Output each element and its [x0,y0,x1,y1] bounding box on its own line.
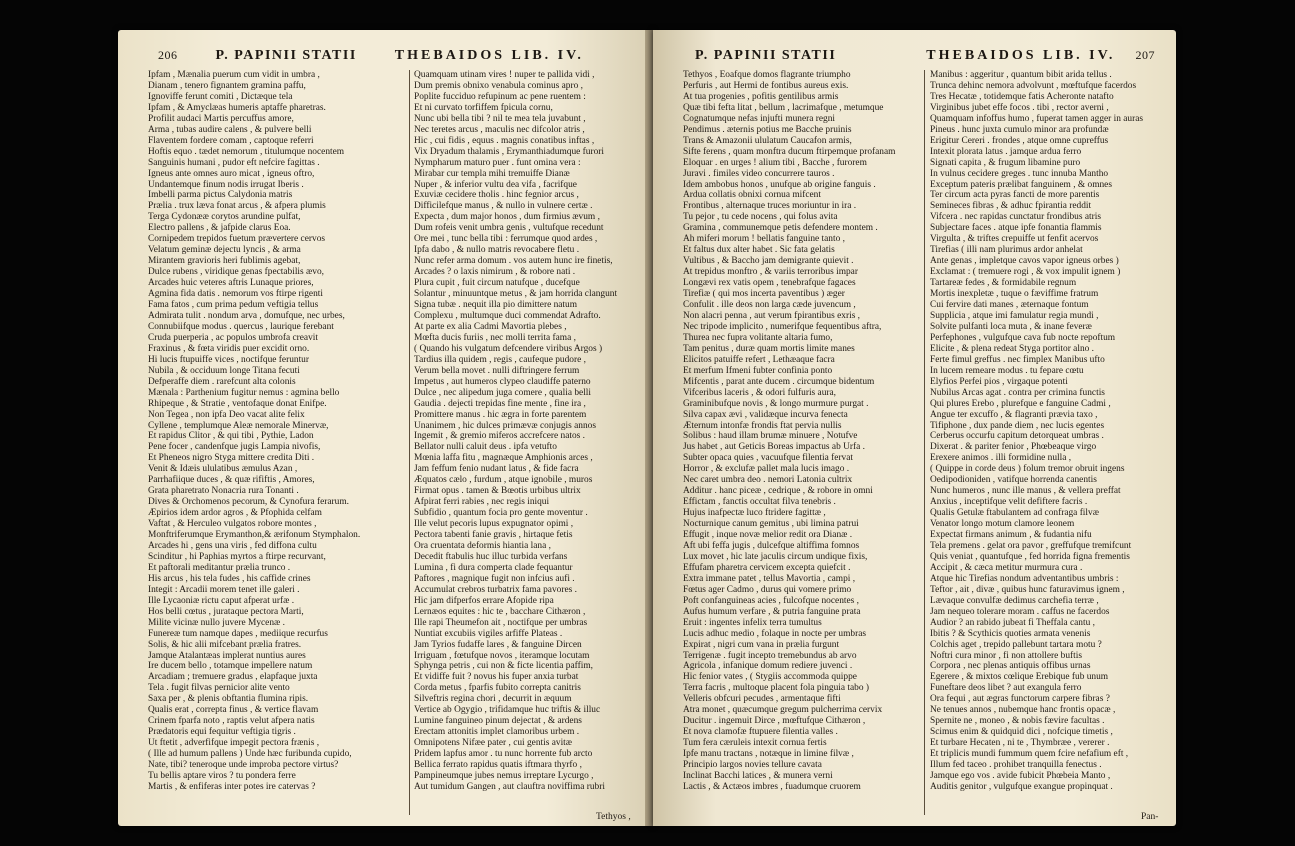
text-line: Decedit ftabulis huc illuc turbida verfans [414,551,568,562]
catchword: Tethyos , [596,812,631,822]
text-line: Signati capita , & frugum libamine puro [930,157,1081,168]
text-line: Ut ftetit , adverfifque impegit pectora frænis , [148,738,320,749]
column-rule [409,70,410,815]
text-line: Ille velut pecoris lupus expugnator opimi , [414,519,574,530]
text-line: Anxius , inceptifque velit defiftere facris . [930,497,1088,508]
text-line: Pridem lapfus amor . tu nunc horrente fub arcto [414,749,593,760]
text-line: Ardua collatis obnixi cornua mifcent [683,190,821,201]
text-line: Aft ubi feffa jugis , dulcefque altiffima fomnos [683,540,860,551]
text-line: Ille rapi Theumefon ait , noctifque per umbras [414,617,588,628]
text-line: Ipfam , Mænalia puerum cum vidit in umbra , [148,70,320,80]
text-line: Ah miferi morum ! bellatis fanguine tanto , [683,234,845,245]
text-line: Et rapidus Clitor , & qui tibi , Pythie, Ladon [148,431,314,442]
running-title: P. PAPINII STATII [695,48,837,63]
text-line: Lernæos equites : hic te , bacchare Cithæron , [414,606,586,617]
text-line: Ter circum acta pyras fancti de more parentis [930,190,1100,201]
text-line: Atque hic Tirefias nondum adventantibus umbris : [930,573,1119,584]
text-line: Solvite pulfanti loca muta , & inane feveræ [930,321,1092,332]
text-line: Mænala : Parthenium fugitur nemus : agmina bello [148,387,340,398]
text-line: Agricola , infanique domum rediere juvenci . [683,661,853,672]
text-line: Additur . hanc piceæ , cedrique , & robore in omni [683,486,873,497]
text-line: Erigitur Cereri . frondes , atque omne cupreffus [930,135,1109,146]
text-line: Sphynga petris , cui non & ficte licentia paffim, [414,661,593,672]
text-line: Vaftat , & Herculeo vulgatos robore montes , [148,519,317,530]
text-line: Bellica ferrato rapidus quatis iftmara thyrfo , [414,760,582,771]
text-line: Prælia . trux læva fonat arcus , & afpera plumis [148,201,326,212]
text-line: Ingemit , & gremio miferos accrefcere natos . [414,431,586,442]
text-line: Ora cruentata deformis hiantia lana , [414,540,551,551]
text-line: Jamque Atalantæas implerat nuntius aures [148,650,306,661]
text-line: Corpora , nec plenas antiquis offibus urnas [930,661,1091,672]
text-line: Jam nequeo tolerare moram . caffus ne facerdos [930,606,1110,617]
text-line: Trunca dehinc nemora advolvunt , mœftufque facerdos [930,80,1137,91]
text-line: Tu bellis aptare viros ? tu pondera ferre [148,771,296,781]
text-line: Tres Hecatæ , totidemque fatis Acheronte natafto [930,91,1114,102]
text-line: Mœfta ducis furiis , nec molli territa fama , [414,332,576,343]
text-line: Graminibufque novis , & longo murmure purgat . [683,398,869,409]
text-line: Extra immane patet , tellus Mavortia , campi , [683,573,856,584]
text-line: Sanguinis humani , pudor eft nefcire fagittas . [148,157,320,168]
text-line: Ferte fimul greffus . nec fimplex Manibus ufto [930,354,1105,365]
text-line: Tirefias ( illi nam plurimus ardor anhelat [930,245,1083,256]
text-line: Pampineumque jubes nemus irreptare Lycurgo , [414,771,594,781]
text-line: Mœnia laffa fitu , magnæque Amphionis arces , [414,453,593,464]
text-line: Lucis adhuc medio , folaque in nocte per umbras [683,628,867,639]
text-line: Ille Lycaoniæ rictu caput afperat urfæ . [148,595,295,606]
text-line: Paftores , magnique fugit non infcius aufi . [414,573,575,584]
text-line: Aufus humum verfare , & putria fanguine prata [683,606,861,617]
text-line: Non alacri penna , aut verum fpirantibus exris , [683,310,861,321]
text-line: Nec tripode implicito , numerifque fequentibus aftra, [683,321,882,332]
right-page-header [695,48,1165,68]
text-line: Eloquar . en urges ! alium tibi , Bacche , furorem [683,157,867,168]
text-line: Exclamat : ( tremuere rogi , & vox impulit ignem ) [930,267,1121,278]
text-line: Arcadiam ; tremuere gradus , elapfaque juxta [148,672,318,683]
text-line: Vultibus , & Baccho jam demigrante quievit . [683,256,854,267]
text-line: Saxa per , & plenis obftantia flumina ripis. [148,694,309,705]
text-line: Spernite ne , moneo , & nobis fævire facultas . [930,716,1105,727]
text-line: Semineces fibras , & adhuc fpirantia reddit [930,201,1092,212]
text-line: Dum rofeis venit umbra genis , vultufque recedunt [414,223,604,234]
left-page-header [158,48,628,68]
text-line: Dixerat . & pariter fenior , Phœbeaque virgo [930,442,1097,453]
text-line: Quamquam utinam vires ! nuper te pallida vidi , [414,70,595,80]
text-line: Flaventem fordere comam , captoque referri [148,135,314,146]
text-line: Arcades hi , gens una viris , fed diffona cultu [148,540,317,551]
text-line: Hic , cui fidis , equus . magnis conatibus inftas , [414,135,595,146]
text-line: Nunc ubi bella tibi ? nil te mea tela juvabunt , [414,113,586,124]
text-line: Terrigenæ . fugit incepto tremebundus ab arvo [683,650,857,661]
text-line: Cognatumque nefas injufti munera regni [683,113,836,124]
text-line: Arcades huic veteres aftris Lunaque priores, [148,278,314,289]
text-line: Poplite fucciduo refupinum ac pene ruentem : [414,91,586,102]
text-line: Elicite , & plena redeat Styga portitor alno . [930,343,1095,354]
text-line: Æquatos cælo , furdum , atque ignobile , muros [414,475,593,486]
text-line: Terga Cydonææ corytos arundine pulfat, [148,212,301,223]
text-line: Frontibus , alternaque truces moriuntur in ira . [683,201,857,212]
text-line: Horror , & exclufæ pallet mala lucis imago . [683,464,850,475]
text-line: Difficilefque manus , & nullo in vulnere certæ . [414,201,593,212]
text-line: Imbelli parma pictus Calydonia matris [148,190,293,201]
left-page [118,30,653,826]
text-line: Tartareæ fedes , & formidabile regnum [930,278,1077,289]
text-line: Solis, & hic alii mifcebant prælia fratres. [148,639,302,650]
text-line: Ora fequi , aut ægras functorum carpere fibras ? [930,694,1110,705]
text-line: Fraxinus , & fœta viridis puer excidit orno. [148,343,310,354]
text-line: Effufam pharetra cervicem excepta quiefcit . [683,562,851,573]
text-line: Dulce rubens , viridique genas fpectabilis ævo, [148,267,324,278]
text-line: Et vidiffe fuit ? novus his fuper anxia turbat [414,672,579,683]
text-line: Tu pejor , tu cede nocens , qui folus avita [683,212,838,223]
text-line: Rhipeque , & Stratie , ventofaque donat Enifpe. [148,398,327,409]
text-line: Nunc humeros , nunc ille manus , & vellera preffat [930,486,1121,497]
text-line: Nuper , & inferior vultu dea vifa , facrifque [414,179,577,190]
text-line: Silva capax ævi , validæque incurva fenecta [683,409,848,420]
text-line: Expecta , dum major honos , dum firmius ævum , [414,212,600,223]
text-line: Funereæ tum namque dapes , mediique recurfus [148,628,328,639]
text-line: Nympharum maturo puer . funt omina vera : [414,157,581,168]
text-line: Manibus : aggeritur , quantum bibit arida tellus . [930,70,1112,80]
text-line: Martis , & enfiferas inter potes ire catervas ? [148,781,316,792]
text-line: Tam penitus , duræ quam mortis limite manes [683,343,855,354]
text-line: Arma , tubas audire calens , & pulvere belli [148,124,312,135]
text-line: Admirata tulit . nondum arva , domufque, nec urbes, [148,310,345,321]
book-title: THEBAIDOS LIB. IV. [394,48,584,63]
text-line: Non Tegea , non ipfa Deo vacat alite felix [148,409,305,420]
text-line: Vix Dryadum thalamis , Erymanthiadumque furori [414,146,605,157]
text-line: Ne tenues annos , nubemque hanc frontis opacæ , [930,705,1116,716]
text-line: Trans & Amazonii ululatum Caucafon armis, [683,135,852,146]
text-line: Tum fera cæruleis intexit cornua fertis [683,738,827,749]
text-line: Lævaque convulfæ dedimus carchefia terræ , [930,595,1099,606]
text-line: Confulit . ille deos non larga cæde juvencum , [683,300,856,311]
text-line: Sifte ferens , quam monftra ducum ftirpemque profanam [683,146,896,157]
text-line: Nunc refer arma domum . vos autem hunc ire finetis, [414,256,613,267]
text-line: Dulce , nec alipedum juga comere , qualia belli [414,387,592,398]
text-line: Eruit : ingentes infelix terra tumultus [683,617,822,628]
text-line: Gramina , communemque petis defendere montem . [683,223,878,234]
text-line: Cornipedem trepidos fuetum prævertere cervos [148,234,326,245]
text-line: At parte ex alia Cadmi Mavortia plebes , [414,321,567,332]
text-line: Virginibus jubet effe focos . tibi , rector averni , [930,102,1109,113]
text-line: Hoftis equo . tædet nemorum , titulumque nocentem [148,146,345,157]
page-number: 207 [1135,48,1155,62]
text-line: Jus habet , aut Geticis Boreas impactus ab Urfa . [683,442,865,453]
text-line: Integit : Arcadii morem tenet ille galeri . [148,584,300,595]
text-line: ( Quippe in corde deus ) folum tremor obruit ingens [930,464,1125,475]
text-line: Perfuris , aut Hermi de fontibus aureus exis. [683,80,849,91]
text-line: Monftriferumque Erymanthon,& ærifonum Stymphalon. [148,530,361,541]
text-line: Solantur , minuuntque metus , & jam horrida clangunt [414,289,618,300]
text-line: Erectam attonitis implet clamoribus urbem . [414,727,580,738]
text-line: Fama fatos , cum prima pedum veftigia tellus [148,300,319,311]
text-line: Et paftorali meditantur prælia trunco . [148,562,291,573]
text-line: ( Quando his vulgatum defcendere viribus Argos ) [414,343,603,354]
text-line: Lactis , & Actæos imbres , fuadumque cruorem [683,781,861,792]
running-title: P. PAPINII STATII [215,48,357,63]
text-line: Mortis inexpletæ , tuque o fæviffime fratrum [930,289,1099,300]
text-line: Aut tumidum Gangen , aut clauftra noviffima rubri [414,781,605,792]
text-line: Velleris obfcuri pecudes , armentaque fifti [683,694,841,705]
text-line: Ore mei , tunc bella tibi : ferrumque quod ardes , [414,234,598,245]
text-line: Unanimem , hic dulces primævæ conjugis annos [414,420,597,431]
text-line: Cerberus occurfu capitum detorqueat umbras . [930,431,1104,442]
text-line: Scinditur , hi Paphias myrtos a ftirpe recurvant, [148,551,326,562]
text-line: Exceptum pateris prælibat fanguinem , & omnes [930,179,1112,190]
text-line: Nubilus Arcas agat . contra per crimina functis [930,387,1105,398]
text-line: Effugit , inque novæ melior redit ora Dianæ . [683,530,853,541]
text-line: Arcades ? o laxis nimirum , & robore nati . [414,267,576,278]
text-line: Velatum geminæ dejectu lyncis , & arma [148,245,301,256]
text-line: Elyfios Perfei pios , virgaque potenti [930,376,1068,387]
text-line: Complexu , multumque duci commendat Adrafto. [414,310,601,321]
text-line: Solibus : haud illam brumæ minuere , Notufve [683,431,858,442]
text-line: Egerere , & mixtos cœlique Erebique fub unum [930,672,1109,683]
text-line: Mirabar cur templa mihi tremuiffe Dianæ [414,168,570,179]
text-line: Vertice ab Ogygio , trifidamque huc triftis & illuc [414,705,601,716]
text-line: Funeftare deos libet ? aut exangula ferro [930,683,1082,694]
text-line: Tifiphone , dux pande diem , nec lucis egentes [930,420,1105,431]
text-line: Jam feffum fenio nudant latus , & fide facra [414,464,579,475]
right-column-2 [930,70,1174,818]
text-line: Longævi rex vatis opem , tenebrafque fagaces [683,278,856,289]
text-line: Silveftris regina chori , decurrit in æquum [414,694,572,705]
book-title: THEBAIDOS LIB. IV. [926,48,1116,63]
text-line: Colchis aget , trepido pallebunt tartara motu ? [930,639,1102,650]
text-line: Igneus ante omnes auro micat , igneus oftro, [148,168,315,179]
text-line: Ipfe manu tractans , notæque in limine filvæ , [683,749,854,760]
text-line: Jamque ego vos . avide fubicit Phœbeia Manto , [930,771,1111,781]
text-line: Mifcentis , parat ante ducem . circumque bidentum [683,376,875,387]
text-line: Connubiifque modus . quercus , laurique ferebant [148,321,334,332]
text-line: Qualis erat , correpta finus , & vertice flavam [148,705,319,716]
text-line: Bellator nulli caluit deus . ipfa vetufto [414,442,557,453]
text-line: Quæ tibi fefta litat , bellum , lacrimafque , metumque [683,102,884,113]
text-line: Et turbare Hecaten , ni te , Thymbræe , vererer . [930,738,1110,749]
text-line: Vifcera . nec rapidas cunctatur frondibus atris [930,212,1101,223]
text-line: Qui plures Erebo , plurefque e fanguine Cadmi , [930,398,1111,409]
text-line: Hujus inafpectæ luco ftridere fagittæ , [683,508,826,519]
text-line: Dives & Orchomenos pecorum, & Cynofura ferarum. [148,497,349,508]
text-line: Perfephones , vulgufque cava fub nocte repoftum [930,332,1116,343]
text-line: Plura cupit , fuit circum natufque , ducefque [414,278,580,289]
text-line: Quamquam infoffus humo , fuperat tamen agger in auras [930,113,1144,124]
text-line: Dum premis obnixo venabula cominus apro , [414,80,583,91]
text-line: Expectat firmans animum , & fudantia nifu [930,530,1092,541]
text-line: Inclinat Bacchi latices , & munera verni [683,771,833,781]
text-line: Parrhafiique duces , & quæ rififtis , Amores, [148,475,315,486]
text-line: Cruda puerperia , ac populos umbrofa creavit [148,332,318,343]
text-line: Terra facris , multoque placent fola pinguia tabo ) [683,683,869,694]
text-line: Et merfum Ifmeni fubter confinia ponto [683,365,833,376]
text-line: Jam Tyrios fudaffe lares , & fanguine Dircen [414,639,582,650]
text-line: Lumine fanguineo pinum dejectat , & ardens [414,716,582,727]
text-line: Ignoviffe ferunt comiti , Dictæque tela [148,91,293,102]
text-line: At tua progenies , pofitis gentilibus armis [683,91,839,102]
text-line: Subter opaca quies , vacuufque filentia fervat [683,453,853,464]
text-line: Gaudia . dejecti trepidas fine mente , fine ira , [414,398,586,409]
text-line: Poft confanguineas acies , fulcofque nocentes , [683,595,859,606]
text-line: Afpirat ferri rabies , nec regis iniqui [414,497,550,508]
text-line: Illum fed taceo . prohibet tranquilla fenectus . [930,760,1102,771]
text-line: Atra monet , quæcumque gregum pulcherrima cervix [683,705,883,716]
text-line: Pendimus . æternis potius me Bacche pruinis [683,124,852,135]
text-line: Auditis genitor , vulgufque exangue propinquat . [930,781,1113,792]
text-line: Qualis Getulæ ftabulantem ad confraga filvæ [930,508,1099,519]
text-line: Vifceribus laceris , & odori fulfuris aura, [683,387,837,398]
text-line: His arcus , his tela fudes , his caffide crines [148,573,311,584]
text-line: Æpirios idem ardor agros , & Pfophida celfam [148,508,322,519]
text-line: Ibitis ? & Scythicis quoties armata venenis [930,628,1091,639]
text-line: Cyllene , templumque Aleæ nemorale Minervæ, [148,420,329,431]
text-line: Erexere animos . illi formidine nulla , [930,453,1072,464]
right-page [653,30,1176,826]
text-line: Omnipotens Nifæe pater , cui gentis avitæ [414,738,573,749]
text-line: Audior ? an rabido jubeat fi Theffala cantu , [930,617,1095,628]
text-line: Effictam , fanctis occultat filva tenebris . [683,497,836,508]
text-line: Nuntiat excubiis vigiles arfiffe Plateas . [414,628,563,639]
text-line: Mirantem gravioris heri fublimis agebat, [148,256,301,267]
text-line: Pectora tabenti fanie gravis , hirtaque fetis [414,530,573,541]
text-line: Elicitos patuiffe refert , Lethæaque facra [683,354,835,365]
text-line: Tela premens . gelat ora pavor , greffufque tremifcunt [930,540,1132,551]
text-line: Defperaffe diem . rarefcunt alta colonis [148,376,296,387]
text-line: Cui fervire dati manes , æternaque fontum [930,300,1089,311]
text-line: Ipfam , & Amyclæas humeris aptaffe pharetras. [148,102,326,113]
text-line: Quis veniat , quantufque , fed horrida figna frementis [930,551,1130,562]
text-line: Thurea nec fupra volitante altaria fumo, [683,332,833,343]
text-line: Supplicia , atque imi famulatur regia mundi , [930,310,1099,321]
text-line: Et triplicis mundi fummum quem fcire nefafium eft , [930,749,1129,760]
text-line: Corda metus , fparfis fubito correpta canitris [414,683,581,694]
text-line: Æternum intonfæ frondis ftat pervia nullis [683,420,842,431]
text-line: Firmat opus . tamen & Bœotis urbibus ultrix [414,486,581,497]
text-line: Hos belli cœtus , jurataque pectora Marti, [148,606,304,617]
catchword: Pan- [1141,812,1159,822]
text-line: Nate, tibi? teneroque unde improba pectore virtus? [148,760,339,771]
text-line: Subjectare faces . atque ipfe fonantia flammis [930,223,1102,234]
text-line: In vulnus cecidere greges . tunc innuba Mantho [930,168,1109,179]
text-line: Agmina fida datis . nemorum vos ftirpe rigenti [148,289,323,300]
text-line: Electro pallens , & jafpide clarus Eoa. [148,223,291,234]
text-line: Et faltus dux alter habet . Sic fata gelatis [683,245,835,256]
text-line: ( Ille ad humum pallens ) Unde hæc furibunda cupido, [148,749,352,760]
text-line: Verum bella movet . nulli diftringere ferrum [414,365,580,376]
text-line: Et ni curvato torfiffem fpicula cornu, [414,102,553,113]
text-line: Principio largos novies tellure cavata [683,760,822,771]
text-line: In lucem remeare modus . tu fepare cœtu [930,365,1084,376]
text-line: Ante genas , impletque cavos vapor igneus orbes ) [930,256,1119,267]
text-line: Hic jam difperfos errare Afopide ripa [414,595,554,606]
text-line: Virgulta , & triftes crepuiffe ut fenfit acervos [930,234,1099,245]
text-line: Lumina , fi dura comperta clade fequantur [414,562,573,573]
text-line: Grata pharetrato Nonacria rura Tonanti . [148,486,299,497]
text-line: Noftri cura minor , fi non attollere buftis [930,650,1083,661]
text-line: Ipfa dabo , & nullo matris revocabere fletu . [414,245,580,256]
text-line: Accipit , & cæca metitur murmura cura . [930,562,1083,573]
text-line: Intexit plorata latus . jamque ardua ferro [930,146,1082,157]
text-line: Accumulat crebros turbatrix fama pavores . [414,584,577,595]
text-line: Scimus enim & quidquid dici , nofcique timetis , [930,727,1113,738]
text-line: Pineus . hunc juxta cumulo minor ara profundæ [930,124,1109,135]
text-line: Impetus , aut humeros clypeo claudiffe paterno [414,376,591,387]
text-line: Hic fenior vates , ( Stygiis accommoda quippe [683,672,857,683]
text-line: Et Pheneos nigro Styga mittere credita Diti . [148,453,315,464]
right-column-1 [683,70,921,818]
text-line: Pene focer , candenfque jugis Lampia nivofis, [148,442,321,453]
text-line: Tethyos , Eoafque domos flagrante triumpho [683,70,851,80]
open-book [118,22,1176,832]
text-line: Tirefiæ ( qui mos incerta paventibus ) æger [683,289,845,300]
text-line: Nubila , & occiduum longe Titana fecuti [148,365,300,376]
text-line: Crinem fparfa noto , raptis velut afpera natis [148,716,315,727]
text-line: Exuviæ cecidere tholis . hinc fegnior arcus , [414,190,579,201]
text-line: Tela . fugit filvas pernicior alite vento [148,683,290,694]
text-line: Angue ter excuffo , & flagranti prævia taxo , [930,409,1098,420]
left-column-1 [148,70,406,818]
text-line: Tardius illa quidem , regis , caufeque pudore , [414,354,586,365]
text-line: Ducitur . ingemuit Dirce , mœftufque Cithæron , [683,716,866,727]
text-line: Idem ambobus honos , unufque ab origine fanguis . [683,179,876,190]
text-line: Expirat , nigri cum vana in prælia furgunt [683,639,840,650]
left-column-2 [414,70,650,818]
text-line: Nec caret umbra deo . nemori Latonia cultrix [683,475,853,486]
text-line: Irriguam , fœtufque novos , iteramque locutam [414,650,590,661]
text-line: Et nova clamofæ ftupuere filentia valles . [683,727,838,738]
text-line: At trepidus monftro , & variis terroribus impar [683,267,858,278]
text-line: Signa tubæ . nequit illa pio dimittere natum [414,300,578,311]
text-line: Promittere manus . hic ægra in forte parentem [414,409,587,420]
text-line: Undantemque finum nodis irrugat Iberis . [148,179,304,190]
text-line: Teftor , ait , divæ , quibus hunc faturavimus ignem , [930,584,1125,595]
column-rule [924,70,925,815]
page-number: 206 [158,48,178,62]
text-line: Prædatoris equi fequitur veftigia tigris . [148,727,296,738]
text-line: Venit & Idæis ululatibus æmulus Azan , [148,464,298,475]
text-line: Oedipodioniden , vatifque horrenda canentis [930,475,1097,486]
text-line: Subfidio , quantum focia pro gente moventur . [414,508,588,519]
text-line: Ire ducem bello , totamque impellere natum [148,661,313,672]
text-line: Venator longo motum clamore leonem [930,519,1075,530]
text-line: Nec teretes arcus , maculis nec difcolor atris , [414,124,585,135]
text-line: Milite vicinæ nullo juvere Mycenæ . [148,617,285,628]
text-line: Nocturnique canum gemitus , ubi limina patrui [683,519,859,530]
text-line: Juravi . fimiles video concurrere tauros . [683,168,835,179]
text-line: Dianam , tenero fignantem gramina paffu, [148,80,306,91]
text-line: Profilit audaci Martis percuffus amore, [148,113,294,124]
text-line: Hi lucis ftupuiffe vices , noctifque feruntur [148,354,309,365]
text-line: Lux movet , hic late jaculis circum undique fixis, [683,551,868,562]
text-line: Fœtus ager Cadmo , durus qui vomere primo [683,584,852,595]
